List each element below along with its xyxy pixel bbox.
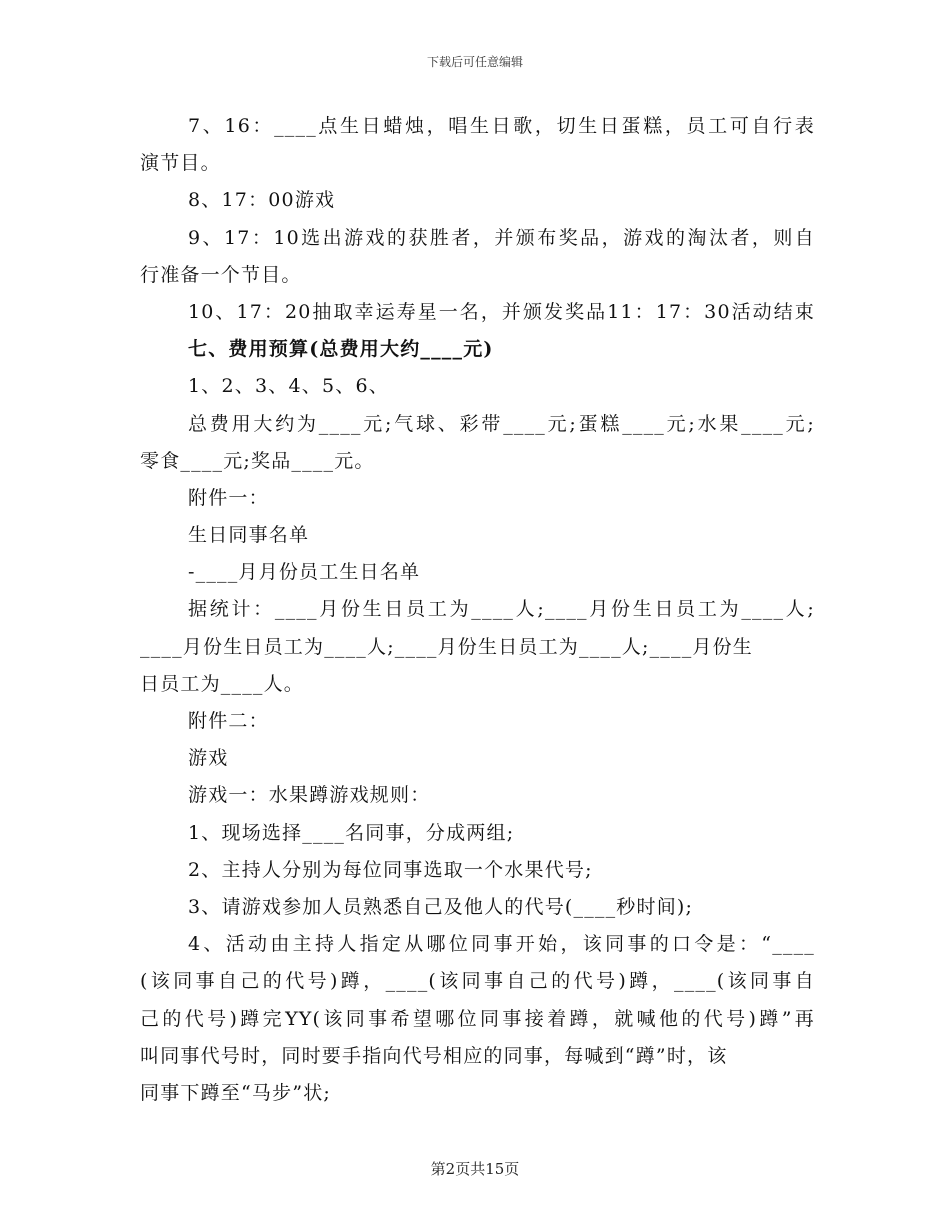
text-line: -____月月份员工生日名单 bbox=[188, 561, 421, 584]
text-line: 据统计：____月份生日员工为____人;____月份生日员工为____人; bbox=[188, 598, 815, 621]
text-line: 总费用大约为____元;气球、彩带____元;蛋糕____元;水果____元; bbox=[188, 412, 815, 435]
text-line: 8、17：00游戏 bbox=[188, 189, 336, 212]
text-line: 1、现场选择____名同事，分成两组; bbox=[188, 821, 515, 844]
text-line: 己的代号)蹲完YY(该同事希望哪位同事接着蹲，就喊他的代号)蹲”再 bbox=[140, 1007, 815, 1030]
text-line: 7、16：____点生日蜡烛，唱生日歌，切生日蛋糕，员工可自行表 bbox=[188, 115, 815, 137]
text-line: 行准备一个节目。 bbox=[140, 263, 302, 286]
page-header: 下载后可任意编辑 bbox=[426, 55, 523, 69]
text-line: 生日同事名单 bbox=[188, 524, 310, 547]
text-line: 游戏 bbox=[188, 747, 229, 770]
text-line: 游戏一：水果蹲游戏规则： bbox=[188, 784, 431, 807]
text-line: 9、17：10选出游戏的获胜者，并颁布奖品，游戏的淘汰者，则自 bbox=[188, 226, 815, 249]
text-line: 3、请游戏参加人员熟悉自己及他人的代号(____秒时间); bbox=[188, 895, 694, 918]
document-body bbox=[140, 108, 815, 1112]
text-line: 2、主持人分别为每位同事选取一个水果代号; bbox=[188, 858, 593, 881]
text-line: 同事下蹲至“马步”状; bbox=[140, 1081, 332, 1104]
text-line: 零食____元;奖品____元。 bbox=[140, 449, 375, 472]
text-line: 附件二： bbox=[188, 710, 269, 732]
text-line: ____月份生日员工为____人;____月份生日员工为____人;____月份生 bbox=[140, 635, 754, 658]
page-footer: 第2页共15页 bbox=[430, 1160, 520, 1178]
text-line: 附件一： bbox=[188, 486, 269, 509]
text-line: 演节目。 bbox=[140, 152, 221, 175]
text-line: 叫同事代号时，同时要手指向代号相应的同事，每喊到“蹲”时，该 bbox=[140, 1044, 728, 1067]
text-line: 10、17：20抽取幸运寿星一名，并颁发奖品11：17：30活动结束 bbox=[188, 300, 815, 323]
text-line: 1、2、3、4、5、6、 bbox=[188, 375, 389, 398]
section-heading: 七、费用预算(总费用大约____元) bbox=[188, 338, 494, 361]
text-line: 4、活动由主持人指定从哪位同事开始，该同事的口令是：“____ bbox=[188, 933, 815, 956]
text-line: (该同事自己的代号)蹲，____(该同事自己的代号)蹲，____(该同事自 bbox=[140, 970, 815, 993]
text-line: 日员工为____人。 bbox=[140, 672, 305, 695]
